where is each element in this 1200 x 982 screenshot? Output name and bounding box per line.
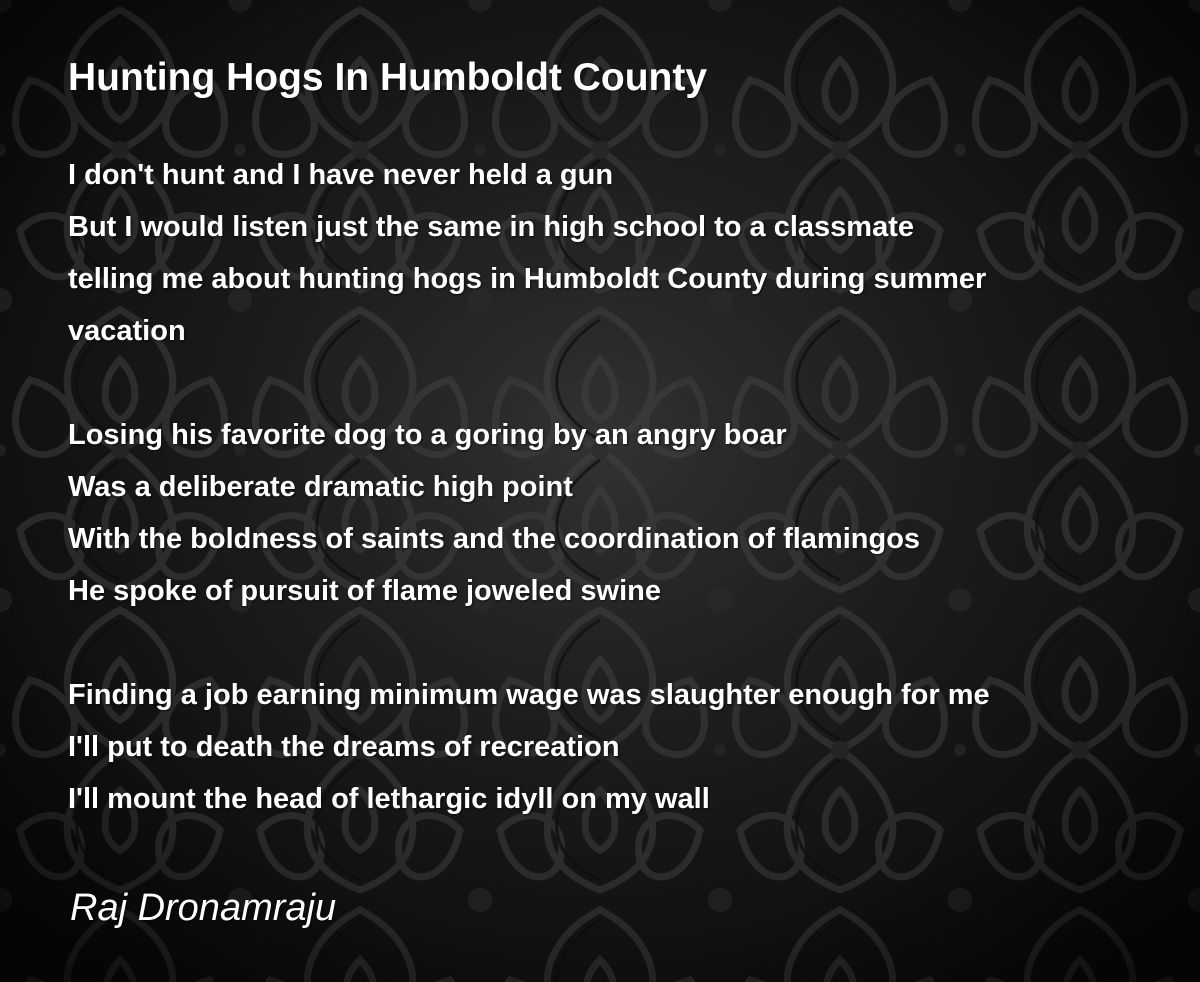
poem-line: He spoke of pursuit of flame joweled swine xyxy=(68,575,661,607)
poem-title: Hunting Hogs In Humboldt County xyxy=(68,56,708,99)
poem-line: But I would listen just the same in high school to a classmate xyxy=(68,211,914,243)
poem-line: I don't hunt and I have never held a gun xyxy=(68,159,614,191)
poem-line: Finding a job earning minimum wage was slaughter enough for me xyxy=(68,679,990,711)
poem-author: Raj Dronamraju xyxy=(70,887,337,929)
poem-line: With the boldness of saints and the coordination of flamingos xyxy=(68,523,921,555)
poem-line: I'll put to death the dreams of recreation xyxy=(68,731,620,763)
poem-line: I'll mount the head of lethargic idyll on my wall xyxy=(68,783,710,815)
poem-line: Losing his favorite dog to a goring by an angry boar xyxy=(68,419,787,451)
poem-line: Was a deliberate dramatic high point xyxy=(68,471,573,503)
poem-line: telling me about hunting hogs in Humboldt County during summer xyxy=(68,263,987,295)
poem-line: vacation xyxy=(68,315,186,347)
